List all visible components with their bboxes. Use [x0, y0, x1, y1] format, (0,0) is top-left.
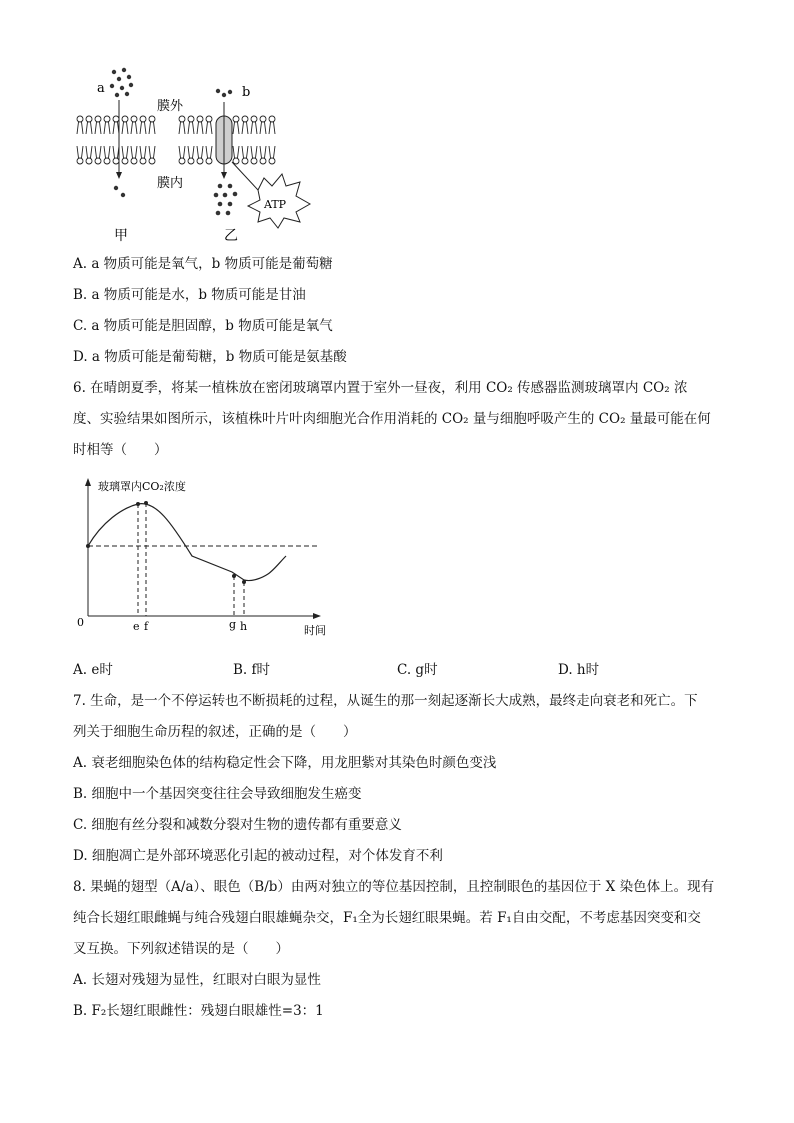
y-axis-label: 玻璃罩内CO₂浓度 — [98, 480, 186, 493]
molecules-b-inside — [214, 184, 238, 216]
q8-stem-line3: 叉互换。下列叙述错误的是（ ） — [73, 941, 289, 957]
start-point — [86, 544, 90, 548]
phospholipid-bilayer — [77, 116, 275, 164]
label-outside: 膜外 — [157, 99, 184, 114]
label-inside: 膜内 — [157, 176, 184, 191]
tick-h: h — [240, 620, 248, 633]
q7-option-b: B. 细胞中一个基因突变往往会导致细胞发生癌变 — [73, 786, 362, 802]
q6-stem-line3: 时相等（ ） — [73, 442, 168, 458]
label-b: b — [242, 85, 251, 100]
q7-option-c: C. 细胞有丝分裂和减数分裂对生物的遗传都有重要意义 — [73, 817, 402, 833]
q8-option-a: A. 长翅对残翅为显性，红眼对白眼为显性 — [73, 972, 321, 988]
origin-label: 0 — [77, 616, 84, 629]
co2-curve — [88, 504, 286, 581]
q6-stem-line1: 6. 在晴朗夏季，将某一植株放在密闭玻璃罩内置于室外一昼夜，利用 CO₂ 传感器监测玻璃罩内 CO₂ 浓 — [73, 380, 688, 396]
molecules-b-outside — [216, 89, 232, 97]
q6-stem-line2: 度、实验结果如图所示，该植株叶片叶肉细胞光合作用消耗的 CO₂ 量与细胞呼吸产生的 CO₂ 量最可能在何 — [73, 411, 711, 427]
tick-e: e — [133, 620, 140, 633]
q6-option-b: B. f时 — [233, 662, 270, 678]
co2-chart — [72, 474, 342, 644]
tick-f: f — [144, 620, 149, 633]
molecules-a-inside — [114, 186, 125, 197]
q5-option-a: A. a 物质可能是氧气，b 物质可能是葡萄糖 — [73, 256, 333, 272]
x-axis-label: 时间 — [304, 624, 326, 637]
membrane-diagram — [72, 62, 332, 244]
q5-option-c: C. a 物质可能是胆固醇，b 物质可能是氧气 — [73, 318, 333, 334]
panel-yi-label: 乙 — [224, 228, 238, 244]
co2-chart-svg — [72, 474, 342, 644]
q6-option-d: D. h时 — [558, 662, 600, 678]
atp-label: ATP — [264, 198, 287, 211]
q7-option-d: D. 细胞凋亡是外部环境恶化引起的被动过程，对个体发育不利 — [73, 848, 443, 864]
q8-option-b: B. F₂长翅红眼雌性：残翅白眼雄性=3：1 — [73, 1003, 324, 1019]
q5-option-d: D. a 物质可能是葡萄糖，b 物质可能是氨基酸 — [73, 349, 347, 365]
q5-option-b: B. a 物质可能是水，b 物质可能是甘油 — [73, 287, 306, 303]
q7-stem-line2: 列关于细胞生命历程的叙述，正确的是（ ） — [73, 724, 357, 740]
membrane-figure — [72, 62, 332, 244]
label-a: a — [97, 81, 105, 96]
q8-stem-line2: 纯合长翅红眼雌蝇与纯合残翅白眼雄蝇杂交，F₁全为长翅红眼果蝇。若 F₁自由交配，不考虑基因突变和交 — [73, 910, 701, 926]
molecules-a-outside — [110, 68, 133, 97]
q6-option-c: C. g时 — [397, 662, 438, 678]
q7-stem-line1: 7. 生命，是一个不停运转也不断损耗的过程，从诞生的那一刻起逐渐长大成熟，最终走向衰老和死亡。下 — [73, 693, 698, 709]
tick-g: g — [229, 618, 237, 631]
q8-stem-line1: 8. 果蝇的翅型（A/a）、眼色（B/b）由两对独立的等位基因控制，且控制眼色的基因位于 X 染色体上。现有 — [73, 879, 715, 895]
q7-option-a: A. 衰老细胞染色体的结构稳定性会下降，用龙胆紫对其染色时颜色变浅 — [73, 755, 497, 771]
panel-jia-label: 甲 — [114, 228, 128, 244]
q6-option-a: A. e时 — [73, 662, 113, 678]
